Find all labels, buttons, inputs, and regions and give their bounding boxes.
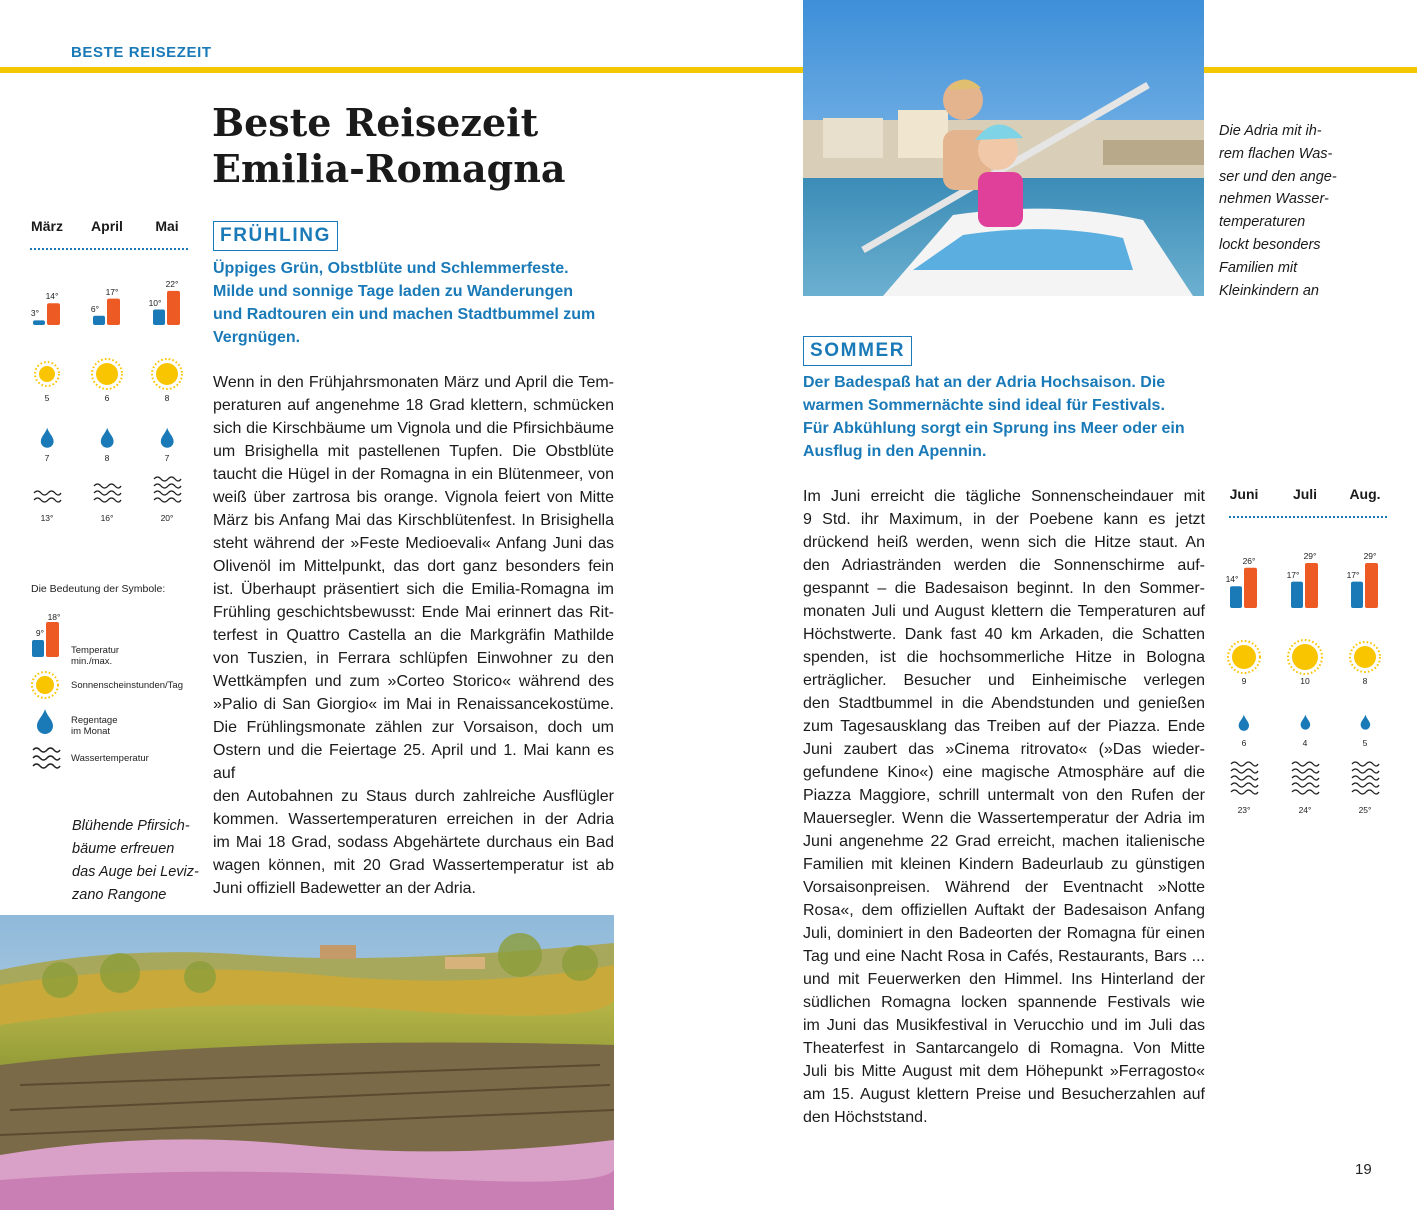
temp-max-label: 29°	[1363, 551, 1377, 562]
spring-heading: FRÜHLING	[213, 221, 338, 251]
body-line: von Tuszien, in Ferrara schlüpfen Einwohner zu den	[213, 650, 614, 667]
body-line: gespannt – die Badesaison beginnt. In den Sommer-	[803, 580, 1205, 597]
wave-icon	[33, 489, 61, 509]
body-line: den Höchststand.	[803, 1109, 928, 1126]
temp-min-bar	[1291, 582, 1303, 608]
body-line: weiß über zartrosa bis orange. Vignola feiert von Mitte	[213, 489, 614, 506]
body-line: den Adriastränden werden die Sonnenschirme auf-	[803, 557, 1205, 574]
body-line: peraturen auf angenehme 18 Grad klettern, schmücken	[213, 397, 614, 414]
body-line: Wenn in den Frühjahrsmonaten März und April die Tem-	[213, 374, 614, 391]
body-line: Ostern und die Feiertage 25. April und 1. Mai kann es auf	[213, 742, 614, 782]
raindrop-icon	[1300, 714, 1311, 735]
month-header: Juni	[1229, 486, 1259, 502]
body-line: 9 Std. ihr Maximum, in der Poebene kann es jetzt	[803, 511, 1205, 528]
body-line: Juli bis Mitte August mit dem Höhepunkt »Ferragosto«	[803, 1063, 1205, 1080]
body-line: ist. Überhaupt präsentiert sich die Emilia-Romagna im	[213, 581, 614, 598]
sun-hours-label: 8	[164, 393, 170, 403]
rain-days-label: 5	[1362, 738, 1368, 748]
body-line: Mauersegler. Wenn die Wassertemperatur der Adria im	[803, 810, 1205, 827]
body-line: den Stadtbummel in die Abendstunden und genießen	[803, 695, 1205, 712]
body-line: südlichen Romagna locken spannende Festivals wie	[803, 994, 1205, 1011]
blossom-photo	[0, 915, 614, 1210]
page-title: Beste Reisezeit Emilia-Romagna	[212, 100, 566, 191]
raindrop-icon	[160, 427, 174, 453]
adria-caption: Die Adria mit ih- rem flachen Was- ser und den ange- nehmen Wasser- temperaturen lockt besonders Familien mit Kleinkindern an	[1219, 123, 1337, 299]
water-temp-label: 16°	[100, 513, 114, 523]
month-header: Juli	[1292, 486, 1318, 502]
sun-hours-label: 5	[44, 393, 50, 403]
body-line: erträglicher. Besucher und Einheimische verlegen	[803, 672, 1205, 689]
sun-hours-label: 9	[1241, 676, 1247, 686]
wave-icon	[1230, 760, 1258, 801]
raindrop-icon	[40, 427, 54, 453]
temp-max-label: 29°	[1303, 551, 1317, 562]
wave-icon	[1351, 760, 1379, 801]
month-header: Aug.	[1349, 486, 1381, 502]
section-label: BESTE REISEZEIT	[71, 44, 212, 61]
dotted-divider	[30, 248, 188, 250]
rain-days-label: 8	[104, 453, 110, 463]
body-line: Rosa«, dem offiziellen Auftakt der Badesaison Anfang	[803, 902, 1205, 919]
body-line: am 15. August klettern Preise und Besucherzahlen auf	[803, 1086, 1205, 1103]
raindrop-icon	[1360, 714, 1371, 735]
body-line: Juni offiziell Badewetter an der Adria.	[213, 880, 476, 897]
legend-sample-max: 18°	[47, 612, 61, 622]
body-line: taucht die Hügel in der Romagna in ein Blütenmeer, von	[213, 466, 614, 483]
body-line: wagen können, mit 20 Grad Wassertemperatur ist ab	[213, 857, 614, 874]
body-line: Juni zaubert das »Cinema ritrovato« (»Das wieder-	[803, 741, 1205, 758]
temp-min-label: 14°	[1225, 574, 1239, 585]
water-temp-label: 25°	[1358, 805, 1372, 815]
summer-body-text	[803, 485, 1205, 1129]
legend-rain: Regentage im Monat	[71, 715, 118, 737]
body-line: Familien mit kleinen Kindern Badeurlaub zu günstigen	[803, 856, 1205, 873]
month-header: Mai	[155, 218, 179, 234]
temp-min-label: 3°	[30, 308, 40, 319]
raindrop-icon	[100, 427, 114, 453]
legend-sample-min: 9°	[35, 628, 45, 638]
sun-icon	[91, 358, 123, 395]
temp-max-label: 14°	[45, 291, 59, 302]
body-line: terfest in Quattro Castella an die Markgräfin Mathilde	[213, 627, 614, 644]
body-line: Höchstwerte. Dank fast 40 km Arkaden, die Schatten	[803, 626, 1205, 643]
blossom-caption: Blühende Pfirsich- bäume erfreuen das Auge bei Leviz- zano Rangone	[72, 818, 199, 903]
legend-title: Die Bedeutung der Symbole:	[31, 583, 166, 595]
body-line: »Palio di San Giorgio« im Mai in Renaissancekostüme.	[213, 696, 614, 713]
temp-max-bar	[167, 291, 180, 325]
header-rule-left	[0, 67, 803, 73]
raindrop-icon	[36, 708, 54, 739]
legend-water: Wassertemperatur	[71, 753, 149, 764]
legend-sunshine: Sonnenscheinstunden/Tag	[71, 680, 183, 691]
paddleboard-photo	[803, 0, 1204, 296]
summer-heading: SOMMER	[803, 336, 912, 366]
wave-icon	[32, 744, 60, 779]
temp-min-bar	[1351, 582, 1363, 608]
wave-icon	[93, 482, 121, 509]
body-line: kommen. Wassertemperaturen erreichen in der Adria	[213, 811, 614, 828]
rain-days-label: 7	[164, 453, 170, 463]
body-line: Frühling geschichtsbewusst: Ende Mai erinnert das Rit-	[213, 604, 614, 621]
sun-icon	[1228, 641, 1260, 678]
legend-min-bar	[32, 640, 44, 657]
body-line: Olivenöl im Mittelpunkt, das dort ganz besonders fein	[213, 558, 614, 575]
spring-body-text	[213, 371, 614, 900]
spring-lead: Üppiges Grün, Obstblüte und Schlemmerfeste. Milde und sonnige Tage laden zu Wanderungen und Radtouren ein und machen Stadtbummel zum Vergnügen.	[213, 260, 596, 346]
body-line: Theaterfest in Santarcangelo di Romagna. Von Mitte	[803, 1040, 1205, 1057]
wave-icon	[153, 475, 181, 509]
temp-min-bar	[93, 316, 105, 325]
body-line: spenden, ist die hochsommerliche Hitze in Bologna	[803, 649, 1205, 666]
wave-icon	[1291, 760, 1319, 801]
legend-max-bar	[46, 622, 59, 657]
temp-max-label: 17°	[105, 286, 119, 297]
sun-icon	[1349, 641, 1381, 678]
temp-min-label: 17°	[1286, 569, 1300, 580]
body-line: Piazza Maggiore, schrill untermalt von den Rufen der	[803, 787, 1205, 804]
body-line: Juni angenehme 22 Grad erreicht, machen italienische	[803, 833, 1205, 850]
body-line: Die Frühlingsmonate zählen zur Vorsaison, doch um	[213, 719, 614, 736]
body-line: Wettkämpfen und zum »Corteo Storico« während des	[213, 673, 614, 690]
header-rule-right	[1204, 67, 1417, 73]
body-line: zum Tagesausklang das Treiben auf der Piazza. Ende	[803, 718, 1205, 735]
body-line: den Autobahnen zu Staus durch zahlreiche Ausflügler	[213, 788, 614, 805]
rain-days-label: 7	[44, 453, 50, 463]
sun-icon	[151, 358, 183, 395]
water-temp-label: 13°	[40, 513, 54, 523]
body-line: monaten Juli und August klettern die Temperaturen auf	[803, 603, 1205, 620]
summer-lead: Der Badespaß hat an der Adria Hochsaison. Die warmen Sommernächte sind ideal für Festivals. Für Abkühlung sorgt ein Sprung ins Meer oder ein Ausflug in den Apennin.	[803, 374, 1185, 460]
sun-icon	[30, 670, 60, 705]
temp-min-bar	[33, 320, 45, 325]
body-line: drückend heiß werden, wenn sich die Hitze staut. An	[803, 534, 1205, 551]
month-header: April	[91, 218, 123, 234]
body-line: Tag und eine Nacht Rosa in Cafés, Restaurants, Bars ...	[803, 948, 1205, 965]
body-line: um Brisighella mit pastellenen Tupfen. Die Obstblüte	[213, 443, 614, 460]
temp-max-label: 22°	[165, 278, 179, 289]
body-line: Im Juni erreicht die tägliche Sonnenscheindauer mit	[803, 488, 1205, 505]
temp-min-label: 17°	[1346, 569, 1360, 580]
body-line: sich die Kirschbäume um Vignola und die Pfirsichbäume	[213, 420, 614, 437]
water-temp-label: 23°	[1237, 805, 1251, 815]
temp-min-bar	[153, 310, 165, 326]
rain-days-label: 6	[1241, 738, 1247, 748]
raindrop-icon	[1238, 714, 1250, 736]
sun-hours-label: 6	[104, 393, 110, 403]
body-line: im Juni das Musikfestival in Verucchio und im Juli das	[803, 1017, 1205, 1034]
body-line: gefundene Kino«) eine magische Atmosphäre auf die	[803, 764, 1205, 781]
body-line: März bis Anfang Mai das Kirschblütenfest. In Brisighella	[213, 512, 614, 529]
body-line: Vorsaisonpreisen. Während der Eventnacht »Notte	[803, 879, 1205, 896]
body-line: im Mai 18 Grad, sodass Abgehärtete durchaus ein Bad	[213, 834, 614, 851]
sun-hours-label: 10	[1300, 676, 1310, 686]
body-line: Juli, dominiert in den Badeorten der Romagna für einen	[803, 925, 1205, 942]
temperature-bars	[0, 0, 1, 1]
water-temp-label: 24°	[1298, 805, 1312, 815]
sun-hours-label: 8	[1362, 676, 1368, 686]
legend-temperature: Temperatur min./max.	[71, 645, 120, 667]
temp-max-label: 26°	[1242, 555, 1256, 566]
month-header: März	[31, 218, 63, 234]
rain-days-label: 4	[1302, 738, 1308, 748]
sun-icon	[31, 358, 63, 395]
sun-icon	[1289, 641, 1321, 678]
page-number: 19	[1355, 1161, 1372, 1178]
body-line: und mit Feuerwerken den Himmel. Ins Hinterland der	[803, 971, 1205, 988]
water-temp-label: 20°	[160, 513, 174, 523]
temp-min-bar	[1230, 586, 1242, 608]
temp-min-label: 10°	[148, 297, 162, 308]
dotted-divider	[1229, 516, 1387, 518]
temp-min-label: 6°	[90, 303, 100, 314]
body-line: steht während der »Feste Medioevali« Anfang Juni das	[213, 535, 614, 552]
